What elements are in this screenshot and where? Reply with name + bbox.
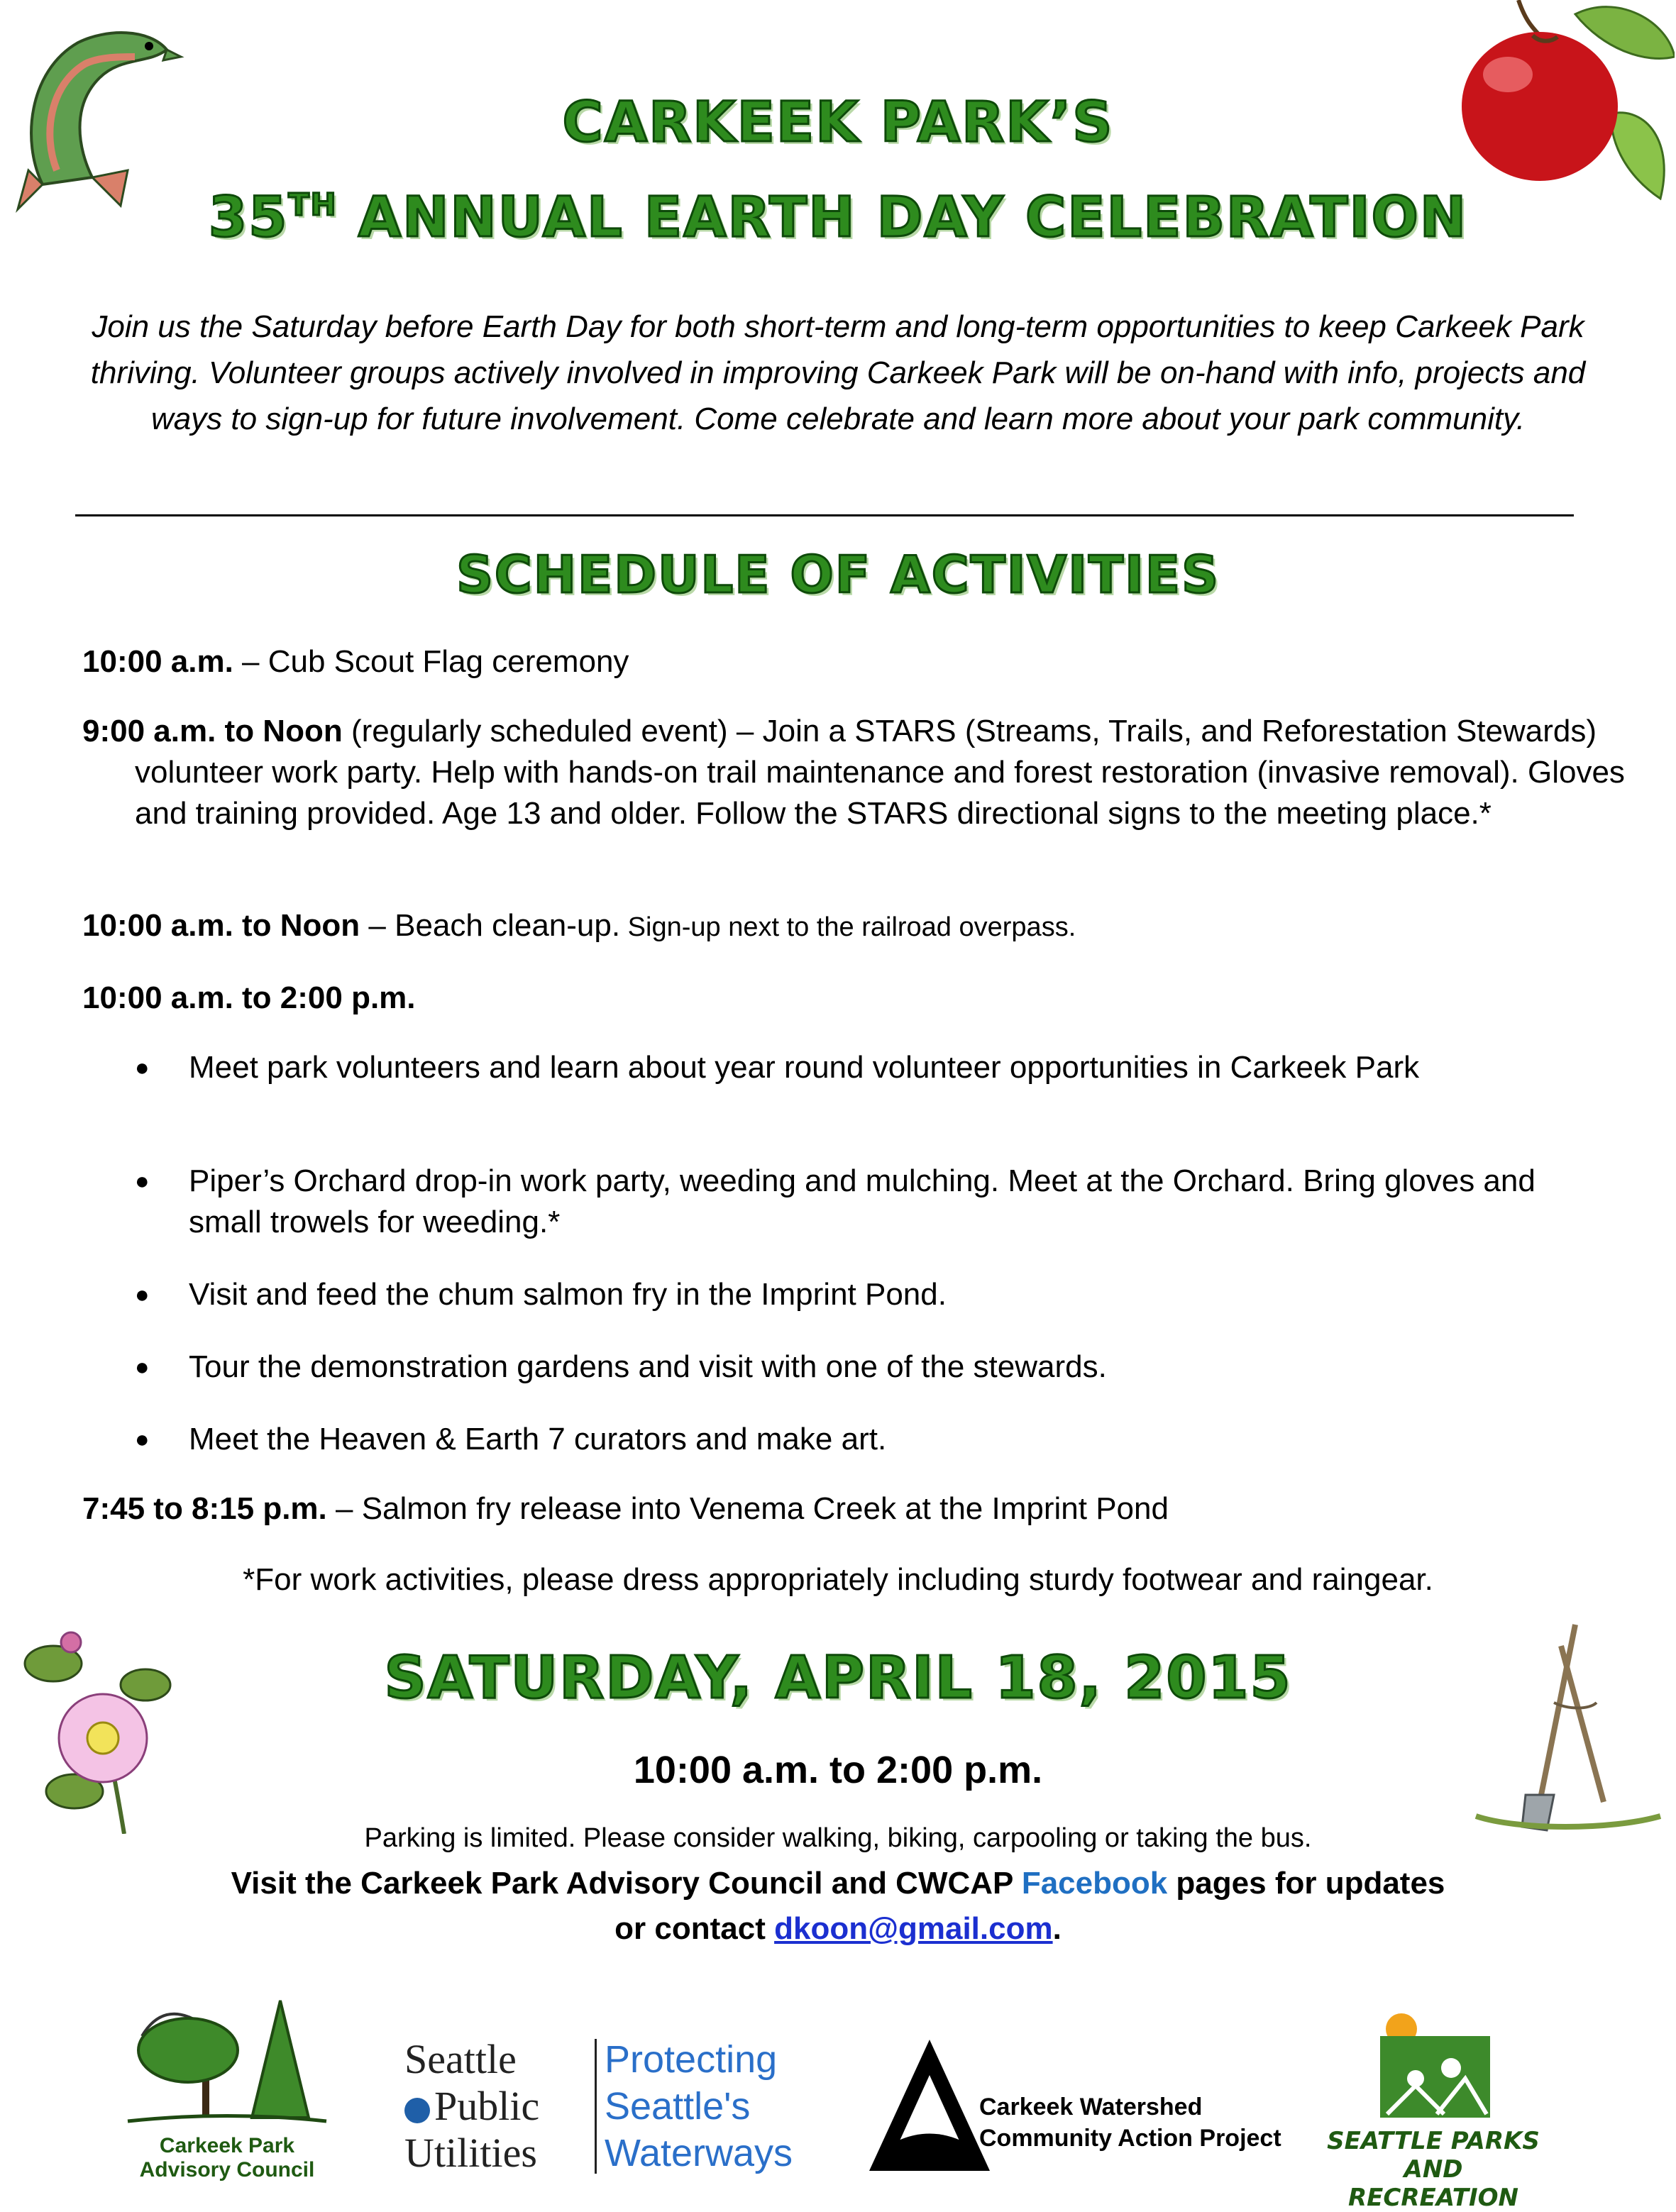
bullet-item — [135, 1419, 1597, 1460]
contact-period: . — [1052, 1911, 1062, 1946]
spu-logo — [404, 2036, 793, 2178]
cpac-line-1: Carkeek Park — [159, 2134, 295, 2157]
cpac-name — [121, 2134, 333, 2182]
bullet-dot-icon: ● — [135, 1168, 150, 1195]
schedule-item-flag — [82, 641, 1601, 682]
bullet-dot-icon: ● — [135, 1054, 150, 1081]
spu-name — [404, 2036, 589, 2177]
schedule-text: – Beach clean-up. — [360, 908, 621, 943]
bullet-item — [135, 1047, 1597, 1088]
spu-line-3: Utilities — [404, 2130, 537, 2176]
bullet-text: Meet the Heaven & Earth 7 curators and make art. — [189, 1422, 887, 1456]
spr-name — [1320, 2127, 1547, 2212]
facebook-link[interactable]: Facebook — [1021, 1866, 1168, 1901]
schedule-time: 7:45 to 8:15 p.m. — [82, 1491, 327, 1526]
title-line-1: CARKEEK PARK’S — [562, 91, 1114, 155]
schedule-text: – Cub Scout Flag ceremony — [233, 644, 629, 679]
parking-note: Parking is limited. Please consider walking, biking, carpooling or taking the bus. — [364, 1823, 1312, 1853]
bullet-text: Visit and feed the chum salmon fry in the Imprint Pond. — [189, 1277, 947, 1312]
bullet-dot-icon: ● — [135, 1354, 150, 1381]
schedule-text: – Salmon fry release into Venema Creek at the Imprint Pond — [326, 1491, 1169, 1526]
bullet-dot-icon: ● — [135, 1426, 150, 1453]
bullet-text: Piper’s Orchard drop-in work party, weeding and mulching. Meet at the Orchard. Bring gloves and small trowels for weeding.* — [189, 1163, 1536, 1239]
schedule-item-release — [82, 1488, 1601, 1530]
schedule-item-stars — [82, 711, 1653, 834]
spu-tag-2: Seattle's — [605, 2085, 751, 2128]
event-date: SATURDAY, APRIL 18, 2015 — [384, 1644, 1292, 1712]
bullet-text: Meet park volunteers and learn about year round volunteer opportunities in Carkeek Park — [189, 1050, 1420, 1085]
cwcap-name — [979, 2091, 1291, 2154]
spu-drop-icon — [404, 2098, 430, 2123]
title-line-2 — [0, 186, 1676, 250]
contact-text: or contact — [614, 1911, 775, 1946]
title-line-2-text: ANNUAL EARTH DAY CELEBRATION — [337, 186, 1468, 250]
schedule-item-beach — [82, 905, 1601, 948]
schedule-time: 10:00 a.m. to Noon — [82, 908, 360, 943]
cpac-logo — [121, 1986, 333, 2185]
spr-line-2: AND RECREATION — [1347, 2155, 1519, 2212]
mountain-triangle-icon — [866, 2036, 993, 2178]
title-ordinal-suffix: TH — [288, 187, 338, 223]
bullet-item — [135, 1274, 1597, 1315]
visit-text-end: pages for updates — [1167, 1866, 1445, 1901]
divider — [75, 514, 1574, 516]
sun-park-icon — [1373, 2008, 1494, 2121]
visit-text: Visit the Carkeek Park Advisory Council and CWCAP — [231, 1866, 1022, 1901]
tree-logo-icon — [121, 1986, 333, 2128]
schedule-heading: SCHEDULE OF ACTIVITIES — [456, 545, 1220, 604]
intro-paragraph: Join us the Saturday before Earth Day for both short-term and long-term opportunities to keep Carkeek Park thriving. Volunteer groups actively involved in improving Carkeek Park will be on-hand with info, projects and ways to sign-up for future involvement. Come celebrate and learn more about your park community. — [90, 309, 1586, 436]
work-note: *For work activities, please dress appropriately including sturdy footwear and raingear. — [243, 1562, 1433, 1597]
spu-divider — [595, 2039, 597, 2174]
cwcap-logo — [866, 2036, 1291, 2178]
spu-line-2-row — [404, 2083, 589, 2130]
cpac-line-2: Advisory Council — [139, 2158, 315, 2181]
schedule-text: (regularly scheduled event) – Join a STARS (Streams, Trails, and Reforestation Stewards) volunteer work party. Help with hands-on trail maintenance and forest restoration (invasive removal). Gloves and training provided. Age 13 and older. Follow the STARS directional signs to the meeting place.* — [135, 714, 1625, 831]
spr-logo — [1320, 2008, 1547, 2212]
email-link[interactable]: dkoon@gmail.com — [774, 1911, 1053, 1946]
spu-line-2: Public — [434, 2083, 540, 2129]
bullet-item — [135, 1346, 1597, 1388]
spu-tag-1: Protecting — [605, 2038, 778, 2081]
schedule-time: 10:00 a.m. to 2:00 p.m. — [82, 980, 416, 1015]
spu-line-1: Seattle — [404, 2036, 517, 2082]
cwcap-line-2: Community Action Project — [979, 2125, 1281, 2152]
spu-tag-3: Waterways — [605, 2132, 793, 2174]
cwcap-line-1: Carkeek Watershed — [979, 2094, 1203, 2120]
spu-tagline — [605, 2036, 793, 2177]
schedule-time: 9:00 a.m. to Noon — [82, 714, 343, 748]
bullet-dot-icon: ● — [135, 1281, 150, 1308]
contact-line — [0, 1908, 1676, 1950]
schedule-item-midday — [82, 978, 1601, 1019]
title-line-2-number: 35 — [208, 186, 289, 250]
visit-line — [0, 1863, 1676, 1904]
event-time: 10:00 a.m. to 2:00 p.m. — [633, 1749, 1043, 1791]
spr-line-1: SEATTLE PARKS — [1327, 2127, 1540, 2155]
schedule-time: 10:00 a.m. — [82, 644, 233, 679]
bullet-text: Tour the demonstration gardens and visit with one of the stewards. — [189, 1349, 1107, 1384]
bullet-item — [135, 1161, 1597, 1243]
schedule-note: Sign-up next to the railroad overpass. — [620, 912, 1076, 942]
